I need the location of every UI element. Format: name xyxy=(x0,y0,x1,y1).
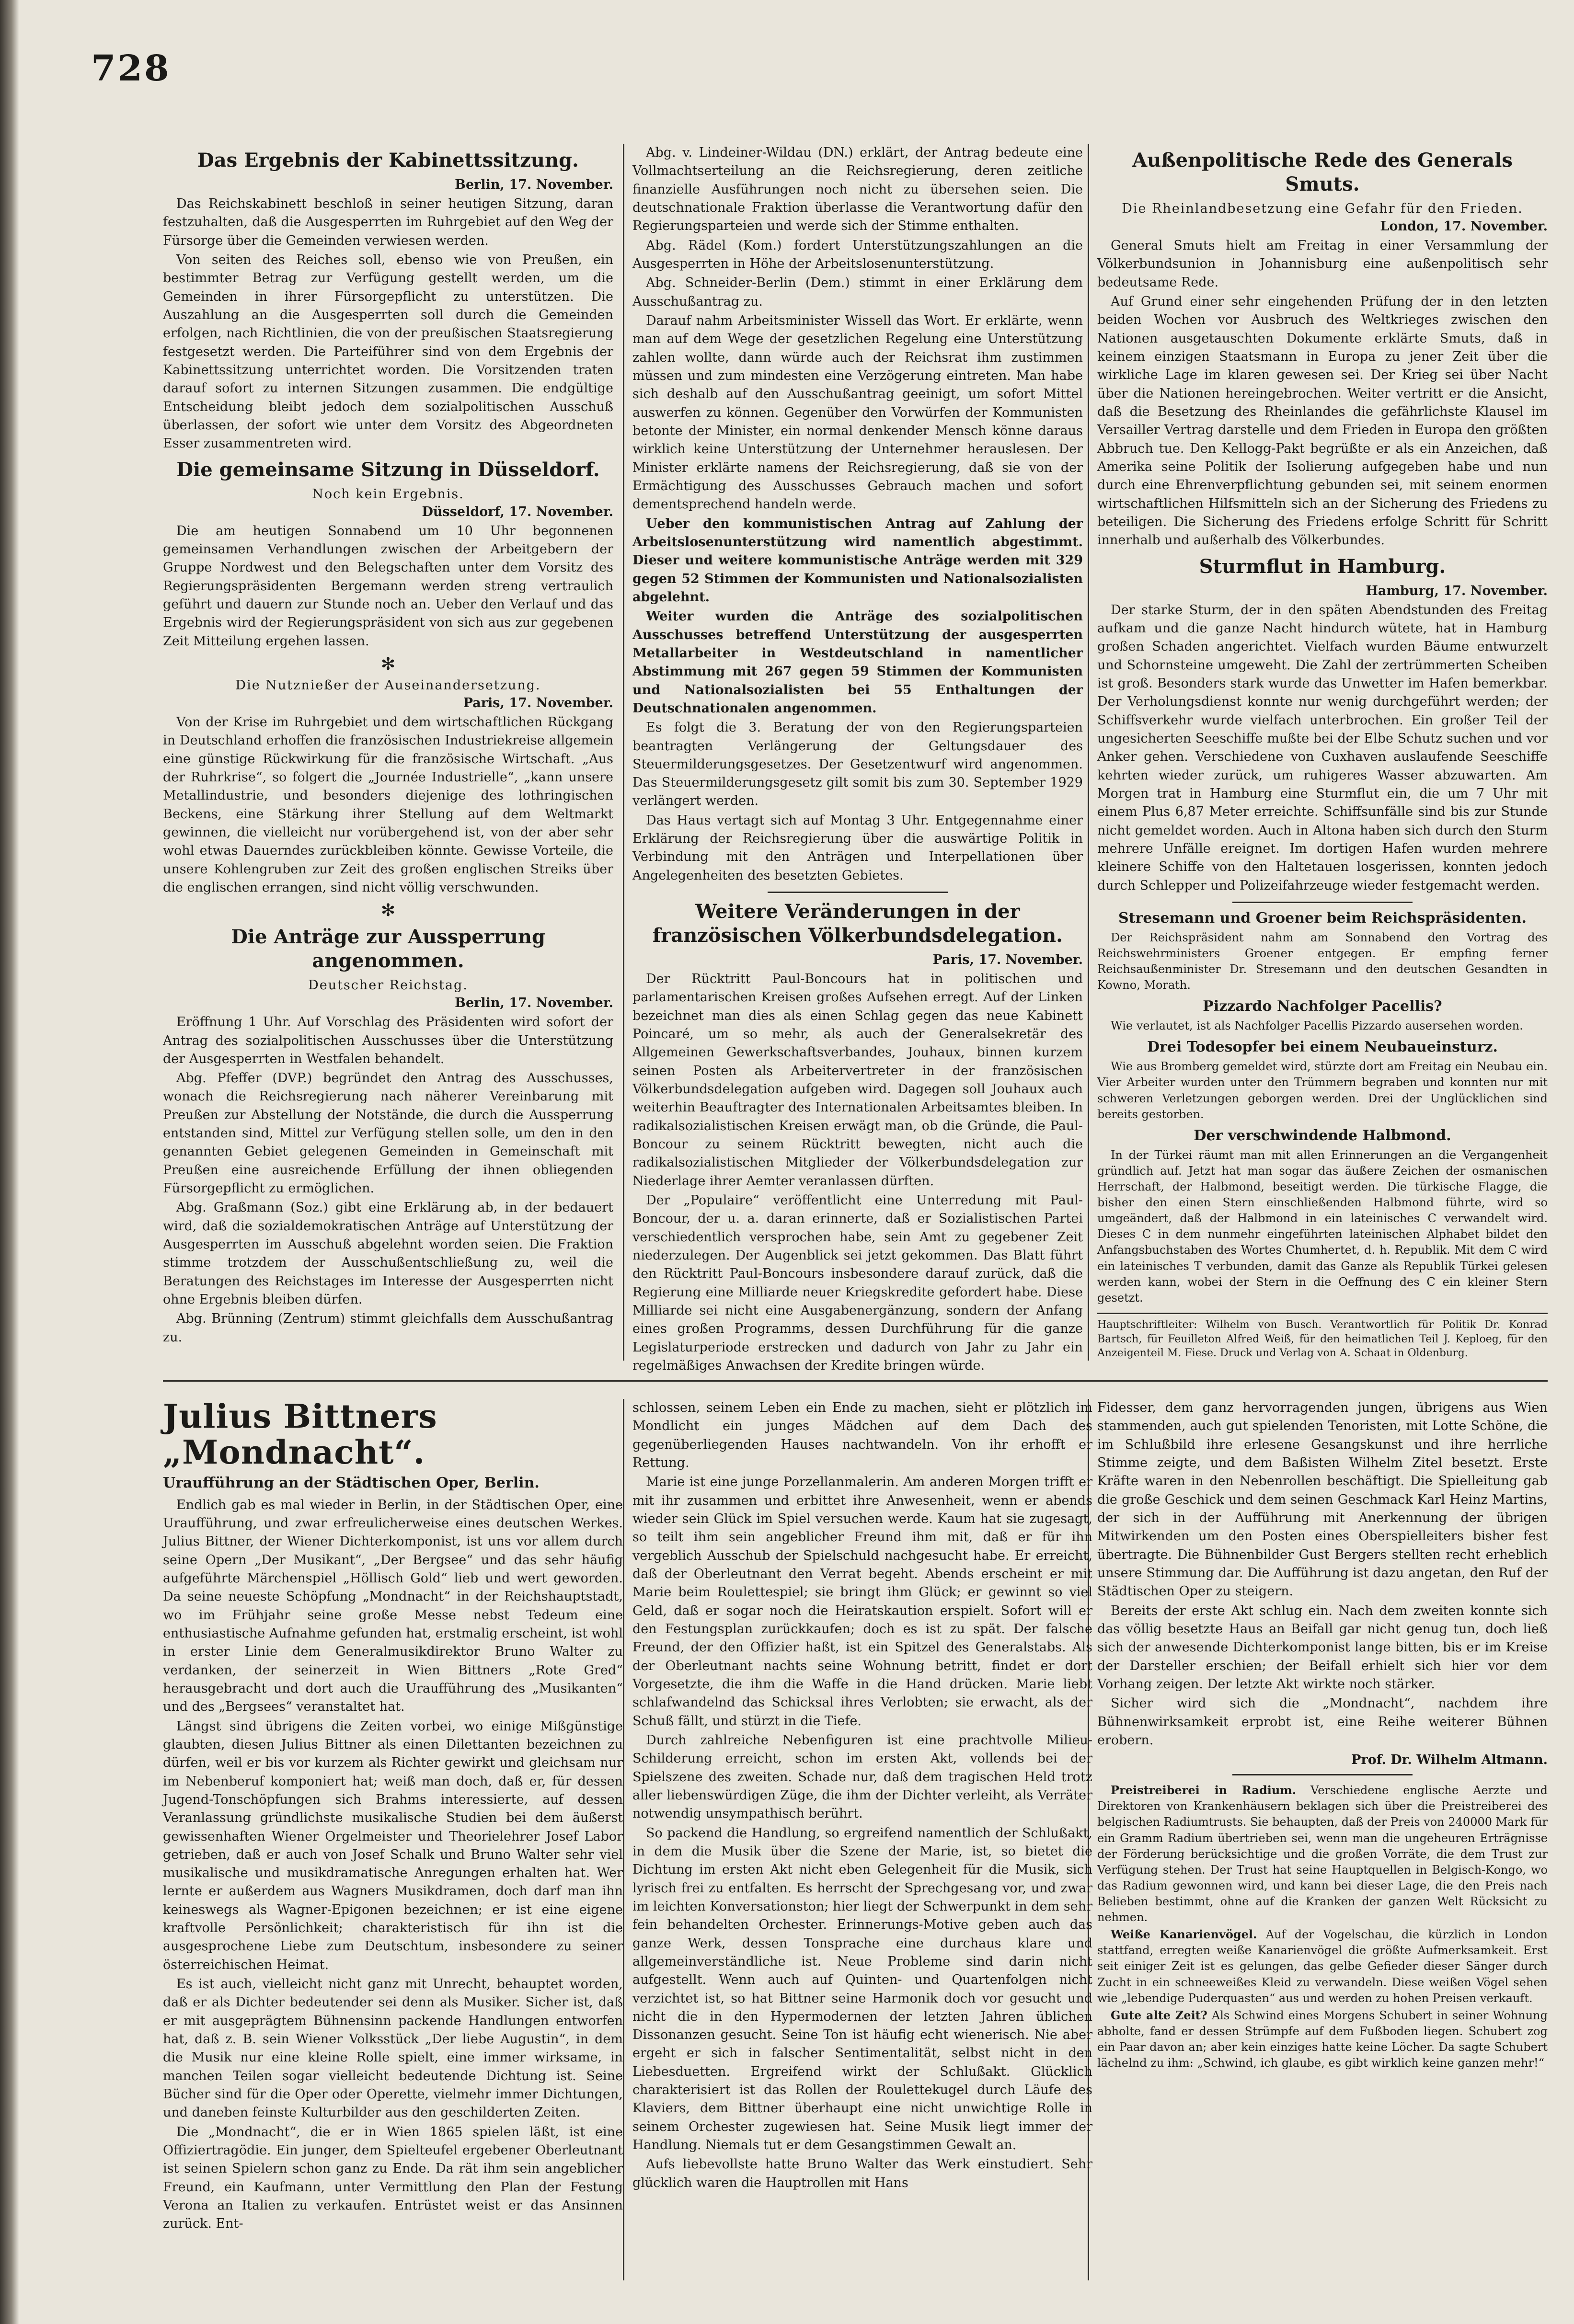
misc-item-head: Weiße Kanarienvögel. xyxy=(1111,1927,1257,1942)
article-paragraph: Abg. Rädel (Kom.) fordert Unterstützungszahlungen an die Ausgesperrten in Höhe der Arbeitslosenunterstützung. xyxy=(632,238,1083,271)
column-rule xyxy=(623,1399,624,2280)
dateline: Hamburg, 17. November. xyxy=(1366,583,1548,598)
imprint: Hauptschriftleiter: Wilhelm von Busch. Verantwortlich für Politik Dr. Konrad Bartsch, für Feuilleton Alfred Weiß, für den heimatlichen Teil J. Keploeg, für den Anzeigenteil M. Fiese. Druck und Verlag von A. Schaat in Oldenburg. xyxy=(1097,1313,1548,1361)
headline-kabinettssitzung: Das Ergebnis der Kabinettssitzung. xyxy=(197,149,579,172)
headline-antraege: Die Anträge zur Aussperrung angenommen. xyxy=(231,926,545,973)
article-paragraph: Abg. Brünning (Zentrum) stimmt gleichfalls dem Ausschußantrag zu. xyxy=(163,1311,613,1345)
article-paragraph: Der „Populaire“ veröffentlicht eine Unterredung mit Paul-Boncour, der u. a. daran erinnerte, daß er Sozialistischen Partei verschiedentlich versprochen habe, sein Amt zu gegebener Zeit niederzulegen. Der Augenblick sei jetzt gekommen. Das Blatt führt den Rücktritt Paul-Boncours insbesondere darauf zurück, daß die Regierung eine Milliarde neuer Kriegskredite gefordert habe. Diese Milliarde sei nicht eine Ausgabenergänzung, sondern der Anfang eines großen Programms, dessen Durchführung für die ganze Legislaturperiode erstrecken und dadurch von Jahr zu Jahr ein regelmäßiges Anwachsen der Kredite bringen würde. xyxy=(632,1193,1083,1374)
feuilleton-paragraph: Sicher wird sich die „Mondnacht“, nachdem ihre Bühnenwirksamkeit erprobt ist, eine Reihe weiterer Bühnen erobern. xyxy=(1097,1696,1548,1748)
subheadline: Deutscher Reichstag. xyxy=(308,978,468,993)
page-number: 728 xyxy=(91,48,171,89)
article-paragraph: Weiter wurden die Anträge des sozialpolitischen Ausschusses betreffend Unterstützung der ausgesperrten Metallarbeiter in Westdeutschland in namentlicher Abstimmung mit 267 gegen 59 Stimmen der Kommunisten und Nationalsozialisten bei 55 Enthaltungen der Deutschnationalen angenommen. xyxy=(632,609,1083,716)
column-2 xyxy=(632,144,1083,1376)
asterisk-divider: ✻ xyxy=(380,901,396,921)
article-paragraph: Die am heutigen Sonnabend um 10 Uhr begonnenen gemeinsamen Verhandlungen zwischen der Arbeitgebern der Gruppe Nordwest und den Belegschaften unter dem Vorsitz des Regierungspräsidenten Bergemann werden streng vertraulich geführt und dauern zur Stunde noch an. Ueber den Verlauf und das Ergebnis wird der Regierungspräsident von sich aus zur gegebenen Zeit Mitteilung ergehen lassen. xyxy=(163,523,613,649)
subheadline: Die Rheinlandbesetzung eine Gefahr für den Frieden. xyxy=(1122,201,1523,216)
feuilleton-paragraph: So packend die Handlung, so ergreifend namentlich der Schlußakt, in dem die Musik über die Szene der Marie, ist, so bietet die Dichtung im ersten Akt nicht eben Gelegenheit für die Musik, sich lyrisch frei zu entfalten. Es herrscht der Sprechgesang vor, und zwar im leichten Konversationston; hier liegt der Schwerpunkt in dem sehr fein behandelten Orchester. Erinnerungs-Motive geben auch das ganze Werk, dessen Tonsprache eine durchaus klare und allgemeinverständliche ist. Neue Probleme sind darin nicht aufgestellt. Wenn auch auf Quinten- und Quartenfolgen nicht verzichtet ist, so hat Bittner seine Harmonik doch vor gesucht und nicht die in den Hypermodernen der letzten Jahren üblichen Dissonanzen gesucht. Seine Ton ist häufig echt wienerisch. Nie aber ergeht er sich in falscher Sentimentalität, selbst nicht in den Liebesduetten. Ergreifend wirkt der Schlußakt. Glücklich charakterisiert ist das Rollen der Roulettekugel durch Läufe des Klaviers, dem Bittner überhaupt eine nicht unwichtige Rolle in seinem Orchester zugewiesen hat. Seine Musik liegt immer der Handlung. Niemals tut er dem Gesangstimmen Gewalt an. xyxy=(632,1825,1092,2153)
feuilleton-paragraph: Durch zahlreiche Nebenfiguren ist eine prachtvolle Milieu-Schilderung erreicht, schon im ersten Akt, vollends bei der Spielszene des zweiten. Schade nur, daß dem tragischen Held trotz aller liebenswürdigen Züge, die ihm der Dichter verleiht, als Verräter notwendig unsympathisch berührt. xyxy=(632,1732,1092,1821)
headline-smuts: Außenpolitische Rede des Generals Smuts. xyxy=(1132,149,1513,195)
headline-duesseldorf: Die gemeinsame Sitzung in Düsseldorf. xyxy=(176,458,600,481)
article-paragraph: General Smuts hielt am Freitag in einer Versammlung der Völkerbundsunion in Johannisburg eine außenpolitisch sehr bedeutsame Rede. xyxy=(1097,238,1548,290)
article-paragraph: Darauf nahm Arbeitsminister Wissell das Wort. Er erklärte, wenn man auf dem Wege der gesetzlichen Regelung eine Unterstützung zahlen wollte, dann würde auch der Reichsrat ihm zustimmen müssen und zum mindesten eine Verzögerung eintreten. Man habe sich deshalb auf den Ausschußantrag geeinigt, um sofort Mittel auswerfen zu können. Gegenüber den Vorwürfen der Kommunisten betonte der Minister, ein normal denkender Mensch könne daraus wirklich keine Unterstützung der Unternehmer herauslesen. Der Minister erklärte namens der Reichsregierung, daß sie von der Ermächtigung des Ausschusses Gebrauch machen und sofort dementsprechend handeln werde. xyxy=(632,313,1083,512)
news-paragraph: Der Reichspräsident nahm am Sonnabend den Vortrag des Reichswehrministers Groener entgegen. Er empfing ferner Reichsaußenminister Dr. Stresemann und den deutschen Gesandten in Kowno, Morath. xyxy=(1097,930,1548,992)
dateline: London, 17. November. xyxy=(1380,219,1548,234)
misc-item-text: Verschiedene englische Aerzte und Direktoren von Krankenhäusern beklagen sich über die Preistreiberei des belgischen Radiumtrusts. Sie behaupten, daß der Preis von 240000 Mark für ein Gramm Radium übertrieben sei, wenn man die ungeheuren Erträgnisse der Förderung berücksichtige und die großen Vorräte, die dem Trust zur Verfügung stehen. Der Trust hat seine Hauptquellen in Belgisch-Kongo, wo das Radium gewonnen wird, und kann bei dieser Lage, die den Preis nach Belieben bestimmt, ohne auf die Kranken der ganzen Welt Rücksicht zu nehmen. xyxy=(1097,1784,1548,1924)
column-rule xyxy=(1088,144,1089,1361)
dateline: Paris, 17. November. xyxy=(463,695,613,710)
section-divider xyxy=(1232,902,1413,903)
article-paragraph: Der Rücktritt Paul-Boncours hat in politischen und parlamentarischen Kreisen großes Aufsehen erregt. Auf der Linken bezeichnet man dies als einen Schlag gegen das neue Kabinett Poincaré, um so mehr, als auch der Generalsekretär des Allgemeinen Gewerkschaftsverbandes, Jouhaux, binnen kurzem seinen Posten als Arbeitervertreter in der französischen Völkerbundsdelegation aufgeben wird. Dagegen soll Jouhaux auch weiterhin Beauftragter des Internationalen Arbeitsamtes bleiben. In radikalsozialistischen Kreisen erwägt man, ob die Gründe, die Paul-Boncour zu seinem Rücktritt bewegten, nicht auch die radikalsozialistischen Mitglieder der Völkerbundsdelegation zur Niederlage ihrer Aemter veranlassen dürften. xyxy=(632,972,1083,1189)
misc-item-text: Auf der Vogelschau, die kürzlich in London stattfand, erregten weiße Kanarienvögel die größte Aufmerksamkeit. Erst seit einiger Zeit ist es gelungen, das gelbe Gefieder dieser Sänger durch Zucht in ein schneeweißes Kleid zu verwandeln. Diese weißen Vögel sehen wie „lebendige Puderquasten“ aus und werden zu hohen Preisen verkauft. xyxy=(1097,1928,1548,2005)
author-signature: Prof. Dr. Wilhelm Altmann. xyxy=(1351,1752,1548,1768)
misc-item xyxy=(1097,2007,1548,2071)
misc-item-head: Preistreiberei in Radium. xyxy=(1111,1783,1297,1797)
column-3 xyxy=(1097,144,1548,1361)
dateline: Berlin, 17. November. xyxy=(455,177,613,192)
headline-voelkerbundsdelegation: Weitere Veränderungen in der französischen Völkerbundsdelegation. xyxy=(652,900,1063,947)
dateline: Düsseldorf, 17. November. xyxy=(422,504,613,519)
short-news xyxy=(1097,910,1548,1306)
news-headline: Der verschwindende Halbmond. xyxy=(1194,1127,1451,1144)
article-paragraph: Das Haus vertagt sich auf Montag 3 Uhr. Entgegennahme einer Erklärung der Reichsregierung über die auswärtige Politik in Verbindung mit den Anträgen und Interpellationen über Angelegenheiten des besetzten Gebietes. xyxy=(632,813,1083,883)
article-paragraph: Abg. Pfeffer (DVP.) begründet den Antrag des Ausschusses, wonach die Reichsregierung nach näherer Vereinbarung mit Preußen zur Abstellung der Notstände, die durch die Aussperrung entstanden sind, Mittel zur Verfügung stellen solle, um den in den genannten Gebiet gelegenen Gemeinden in Gemeinschaft mit Preußen eine ausreichende Erfüllung der ihnen obliegenden Fürsorgepflicht zu ermöglichen. xyxy=(163,1071,613,1196)
feuilleton-paragraph: schlossen, seinem Leben ein Ende zu machen, sieht er plötzlich im Mondlicht ein junges Mädchen auf dem Dach des gegenüberliegenden Hauses nachtwandeln. Von ihr erhofft er Rettung. xyxy=(632,1400,1092,1470)
article-paragraph: Auf Grund einer sehr eingehenden Prüfung der in den letzten beiden Wochen vor Ausbruch des Weltkrieges zwischen den Nationen ausgetauschten Dokumente erklärte Smuts, daß in keinem einzigen Staatsmann in Europa zu jener Zeit über die wirkliche Lage im klaren gewesen sei. Der Krieg sei über Nacht über die Nationen hereingebrochen. Weiter vertritt er die Ansicht, daß die Besetzung des Rheinlandes die gefährlichste Klausel im Versailler Vertrag darstelle und dem Frieden in Europa den größten Abbruch tue. Den Kellogg-Pakt begrüßte er als ein Anzeichen, daß Amerika seine Politik der Isolierung aufgegeben habe und nun durch eine Ehrenverpflichtung gebunden sei, mit seinem enormen wirtschaftlichen Hilfsmitteln sich an der Sicherung des Friedens zu beteiligen. Die Sicherung des Friedens erfolge Schritt für Schritt innerhalb und außerhalb des Völkerbundes. xyxy=(1097,294,1548,548)
feuilleton-paragraph: Längst sind übrigens die Zeiten vorbei, wo einige Mißgünstige glaubten, diesen Julius Bittner als einen Dilettanten bezeichnen zu dürfen, weil er bis vor kurzem als Richter gewirkt und gleichsam nur im Nebenberuf komponiert hat; weiß man doch, daß er, für dessen Jugend-Tonschöpfungen sich Brahms interessierte, auf dessen Veranlassung gründlichste musikalische Studien bei dem äußerst gewissenhaften Wiener Orgelmeister und Theorielehrer Josef Labor getrieben, daß er auch von Josef Schalk und Bruno Walter sehr viel musikalische und musikdramatische Anregungen erhalten hat. Wer lernte er außerdem aus Wagners Musikdramen, doch darf man ihn keineswegs als Wagner-Epigonen bezeichnen; er ist eine eigene kraftvolle Persönlichkeit; charakteristisch für ihn ist die ausgesprochene Liebe zum Deutschtum, insbesondere zu seiner österreichischen Heimat. xyxy=(163,1718,623,1972)
feuilleton-title: Julius Bittners „Mondnacht“. xyxy=(163,1397,437,1472)
dateline: Paris, 17. November. xyxy=(932,952,1083,968)
article-paragraph: Von der Krise im Ruhrgebiet und dem wirtschaftlichen Rückgang in Deutschland erhoffen die französischen Industriekreise allgemein eine günstige Rückwirkung für die französische Wirtschaft. „Aus der Ruhrkrise“, so folgert die „Journée Industrielle“, „kann unsere Metallindustrie, und besonders diejenige des lothringischen Beckens, eine Stärkung ihrer Stellung auf dem Weltmarkt gewinnen, die vielleicht nur vorübergehend ist, von der aber sehr wohl etwas Dauerndes zurückbleiben könnte. Gewisse Vorteile, die unsere Kohlengruben zur Zeit des großen englischen Streiks über die englischen errangen, sind nicht völlig verschwunden. xyxy=(163,714,613,895)
feuilleton-rule xyxy=(163,1380,1548,1382)
feuilleton-paragraph: Bereits der erste Akt schlug ein. Nach dem zweiten konnte sich das völlig besetzte Haus an Beifall gar nicht genug tun, doch ließ sich der anwesende Dichterkomponist lange bitten, bis er im Kreise der Darsteller erschien; der Beifall erhielt sich hier vor dem Vorhang zeigen. Der letzte Akt wirkte noch stärker. xyxy=(1097,1603,1548,1692)
feuilleton-paragraph: Fidesser, dem ganz hervorragenden jungen, übrigens aus Wien stammenden, auch gut spielenden Tenoristen, mit Lotte Schöne, die im Schlußbild ihre erlesene Gesangskunst und ihre herrliche Stimme zeigte, und dem Baßisten Wilhelm Zitel besetzt. Erste Kräfte waren in den Nebenrollen beschäftigt. Die Spielleitung gab die große Geschick und dem seinen Geschmack Karl Heinz Martins, der sich in der Aufführung mit Anerkennung der übrigen Mitwirkenden um den Posten eines Oberspielleiters bisher fest übertragte. Die Bühnenbilder Gust Bergers stellten recht erheblich unsere Stimmung dar. Die Aufführung ist dazu angetan, den Ruf der Städtischen Oper zu steigern. xyxy=(1097,1400,1548,1599)
article-paragraph: Von seiten des Reiches soll, ebenso wie von Preußen, ein bestimmter Betrag zur Verfügung gestellt werden, um die Gemeinden in ihrer Fürsorgepflicht zu unterstützen. Die Auszahlung an die Ausgesperrten soll durch die Gemeinden erfolgen, nach Richtlinien, die von der preußischen Staatsregierung festgesetzt werden. Die Parteiführer sind von dem Ergebnis der Kabinettssitzung unterrichtet worden. Die Vorsitzenden traten darauf sofort zu internen Sitzungen zusammen. Die endgültige Entscheidung bleibt jedoch dem sozialpolitischen Ausschuß überlassen, der sofort wie unter dem Vorsitz des Abgeordneten Esser zusammentreten wird. xyxy=(163,252,613,451)
feuilleton-subtitle: Uraufführung an der Städtischen Oper, Berlin. xyxy=(163,1474,540,1491)
column-rule xyxy=(623,144,624,1361)
news-paragraph: Wie aus Bromberg gemeldet wird, stürzte dort am Freitag ein Neubau ein. Vier Arbeiter wurden unter den Trümmern begraben und konnten nur mit schweren Verletzungen geborgen werden. Drei der Unglücklichen sind bereits gestorben. xyxy=(1097,1060,1548,1121)
feuilleton-column-2 xyxy=(632,1399,1092,2193)
subheadline: Noch kein Ergebnis. xyxy=(312,486,464,502)
news-headline: Stresemann und Groener beim Reichspräsidenten. xyxy=(1118,909,1527,927)
article-paragraph: Es folgt die 3. Beratung der von den Regierungsparteien beantragten Verlängerung der Geltungsdauer des Steuermilderungsgesetzes. Der Gesetzentwurf wird angenommen. Das Steuermilderungsgesetz gilt somit bis zum 30. September 1929 verlängert werden. xyxy=(632,720,1083,809)
page-binding-edge xyxy=(0,0,19,2324)
miscellany xyxy=(1097,1782,1548,2071)
article-paragraph: Eröffnung 1 Uhr. Auf Vorschlag des Präsidenten wird sofort der Antrag des sozialpolitischen Ausschusses über die Unterstützung der Ausgesperrten in Westfalen behandelt. xyxy=(163,1015,613,1066)
feuilleton-paragraph: Es ist auch, vielleicht nicht ganz mit Unrecht, behauptet worden, daß er als Dichter bedeutender sei denn als Musiker. Sicher ist, daß er mit ausgeprägtem Bühnensinn packende Handlungen entworfen hat, daß z. B. sein Wiener Volksstück „Der liebe Augustin“, in dem die Musik nur eine kleine Rolle spielt, eine immer wirksame, in manchen Teilen sogar vielleicht bedeutende Dichtung ist. Seine Bücher sind für die Oper oder Operette, vielmehr immer Dichtungen, und daneben feinste Kulturbilder aus den geschilderten Zeiten. xyxy=(163,1977,623,2120)
feuilleton-column-1 xyxy=(163,1399,623,2234)
headline-sturmflut: Sturmflut in Hamburg. xyxy=(1199,555,1446,578)
news-paragraph: Wie verlautet, ist als Nachfolger Pacellis Pizzardo ausersehen worden. xyxy=(1111,1019,1523,1033)
news-headline: Pizzardo Nachfolger Pacellis? xyxy=(1203,998,1442,1015)
misc-item xyxy=(1097,1926,1548,2006)
feuilleton-paragraph: Die „Mondnacht“, die er in Wien 1865 spielen läßt, ist eine Offiziertragödie. Ein junger, dem Spielteufel ergebener Oberleutnant ist seinen Spielern schon ganz zu Ende. Da rät ihm sein angeblicher Freund, ein Kaufmann, unter Vermittlung den Plan der Festung Verona an Italien zu verkaufen. Entrüstet weist er das Ansinnen zurück. Ent- xyxy=(163,2124,623,2232)
article-paragraph: Ueber den kommunistischen Antrag auf Zahlung der Arbeitslosenunterstützung wird namentlich abgestimmt. Dieser und weitere kommunistische Anträge werden mit 329 gegen 52 Stimmen der Kommunisten und Nationalsozialisten abgelehnt. xyxy=(632,516,1083,605)
misc-item-text: Als Schwind eines Morgens Schubert in seiner Wohnung abholte, fand er dessen Strümpfe auf dem Fußboden liegen. Schubert zog ein Paar davon an; aber kein einziges hatte keine Löcher. Da sagte Schubert lächelnd zu ihm: „Schwind, ich glaube, es gibt wirklich keine ganzen mehr!“ xyxy=(1097,2008,1548,2070)
article-paragraph: Der starke Sturm, der in den späten Abendstunden des Freitag aufkam und die ganze Nacht hindurch wütete, hat in Hamburg großen Schaden angerichtet. Vielfach wurden Bäume entwurzelt und Schornsteine umgeweht. Die Zahl der zertrümmerten Scheiben ist groß. Besonders stark wurde das Unwetter im Hafen bemerkbar. Der Verholungsdienst konnte nur wenig durchgeführt werden; der Schiffsverkehr wurde vielfach unterbrochen. Ein großer Teil der ungesicherten Seeschiffe mußte bei der Elbe Schutz suchen und vor Anker gehen. Verschiedene von Cuxhaven auslaufende Seeschiffe kehrten wieder zurück, um ruhigeres Wasser abzuwarten. Am Morgen trat in Hamburg eine Sturmflut ein, die um 7 Uhr mit einem Plus 6,87 Meter erreichte. Schiffsunfälle sind bis zur Stunde nicht gemeldet worden. Auch in Altona haben sich durch den Sturm mehrere Unfälle ereignet. Im dortigen Hafen wurden mehrere kleinere Schiffe von den Haltetauen losgerissen, konnten jedoch durch Schlepper und Polizeifahrzeuge wieder festgemacht werden. xyxy=(1097,602,1548,893)
feuilleton-paragraph: Marie ist eine junge Porzellanmalerin. Am anderen Morgen trifft er mit ihr zusammen und erbittet ihre Anwesenheit, wenn er abends wieder sein Glück im Spiel versuchen werde. Kaum hat sie zugesagt, so teilt ihm sein angeblicher Freund ihm mit, daß er für ihn vergeblich Ausschub der Spielschuld nachgesucht habe. Er erreicht, daß der Oberleutnant den Verrat begeht. Abends erscheint er mit Marie beim Roulettespiel; sie bringt ihm Glück; er gewinnt so viel Geld, daß er sogar noch die Heiratskaution erspielt. Sofort will er den Festungsplan zurückkaufen; doch es ist zu spät. Der falsche Freund, der den Offizier haßt, ist ein Spitzel des Generalstabs. Als der Oberleutnant nachts seine Wohnung betritt, findet er dort Vorgesetzte, die ihm die Waffe in die Hand drücken. Marie liebt schlafwandelnd das Schicksal ihres Verlobten; sie erwacht, als der Schuß fällt, und stürzt in die Tiefe. xyxy=(632,1475,1092,1729)
misc-item-head: Gute alte Zeit? xyxy=(1111,2008,1207,2022)
news-paragraph: In der Türkei räumt man mit allen Erinnerungen an die Vergangenheit gründlich auf. Jetzt hat man sogar das äußere Zeichen der osmanischen Herrschaft, der Halbmond, beseitigt werden. Die türkische Flagge, die bisher den einen Stern einschließenden Halbmond führte, wird so umgeändert, daß der Halbmond in ein lateinisches C verwandelt wird. Dieses C in dem nunmehr eingeführten lateinischen Alphabet bildet den Anfangsbuchstaben des Wortes Chumhertet, d. h. Republik. Mit dem C wird ein lateinisches T verbunden, damit das Ganze als Republik Türkei gelesen werden kann, wobei der Stern in die Oeffnung des C ein kleiner Stern gesetzt. xyxy=(1097,1148,1548,1305)
feuilleton-paragraph: Endlich gab es mal wieder in Berlin, in der Städtischen Oper, eine Uraufführung, und zwar erfreulicherweise eines deutschen Werkes. Julius Bittner, der Wiener Dichterkomponist, ist uns vor allem durch seine Opern „Der Musikant“, „Der Bergsee“ und das sehr häufig aufgeführte Märchenspiel „Höllisch Gold“ lieb und wert geworden. Da seine neueste Schöpfung „Mondnacht“ in der Reichshauptstadt, wo im Frühjahr seine große Messe nebst Tedeum eine enthusiastische Aufnahme gefunden hat, erstmalig erscheint, ist wohl in erster Linie dem Generalmusikdirektor Bruno Walter zu verdanken, der seinerzeit in Wien Bittners „Rote Gred“ herausgebracht und dort auch die Uraufführung des „Musikanten“ und des „Bergsees“ veranstaltet hat. xyxy=(163,1497,623,1715)
feuilleton-column-3 xyxy=(1097,1399,1548,2072)
article-paragraph: Abg. Schneider-Berlin (Dem.) stimmt in einer Erklärung dem Ausschußantrag zu. xyxy=(632,275,1083,309)
article-paragraph: Abg. Graßmann (Soz.) gibt eine Erklärung ab, in der bedauert wird, daß die sozialdemokratischen Anträge auf Unterstützung der Ausgesperrten im Ausschuß abgelehnt worden seien. Die Fraktion stimme trotzdem der Ausschußentschließung zu, weil die Beratungen des Reichstages im Interesse der Ausgesperrten nicht ohne Ergebnis bleiben dürfen. xyxy=(163,1200,613,1307)
asterisk-divider: ✻ xyxy=(380,654,396,674)
column-1 xyxy=(163,144,613,1348)
subheadline: Die Nutznießer der Auseinandersetzung. xyxy=(235,677,541,693)
section-divider xyxy=(1232,1774,1413,1775)
dateline: Berlin, 17. November. xyxy=(455,996,613,1011)
feuilleton-paragraph: Aufs liebevollste hatte Bruno Walter das Werk einstudiert. Sehr glücklich waren die Hauptrollen mit Hans xyxy=(632,2157,1092,2190)
section-divider xyxy=(768,892,948,893)
article-paragraph: Das Reichskabinett beschloß in seiner heutigen Sitzung, daran festzuhalten, daß die Ausgesperrten im Ruhrgebiet auf den Weg der Fürsorge über die Gemeinden verwiesen werden. xyxy=(163,196,613,248)
article-paragraph: Abg. v. Lindeiner-Wildau (DN.) erklärt, der Antrag bedeute eine Vollmachtserteilung an die Reichsregierung, deren zeitliche finanzielle Ausführungen noch nicht zu übersehen seien. Die deutschnationale Fraktion überlasse die Verantwortung dafür den Regierungsparteien und werde sich der Stimme enthalten. xyxy=(632,145,1083,234)
news-headline: Drei Todesopfer bei einem Neubaueinsturz. xyxy=(1147,1039,1498,1056)
misc-item xyxy=(1097,1782,1548,1925)
